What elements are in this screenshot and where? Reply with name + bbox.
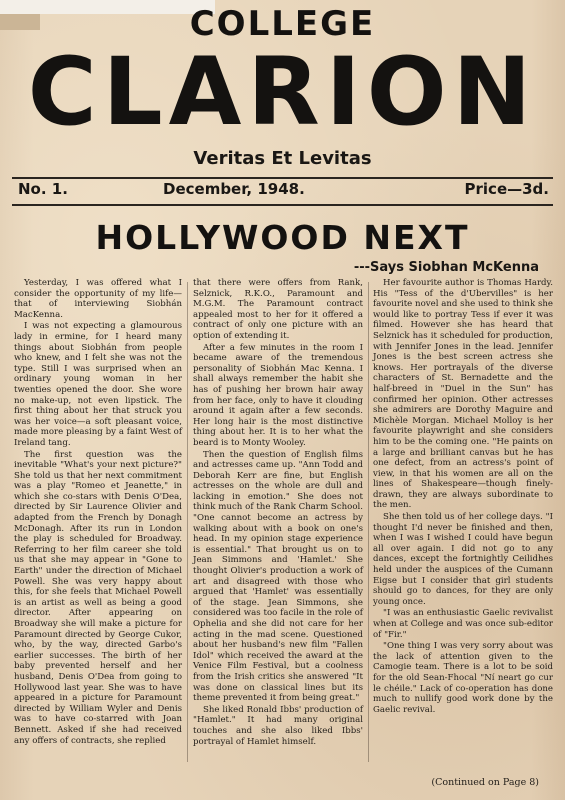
continued-note: (Continued on Page 8) (431, 777, 539, 788)
column-divider (368, 282, 369, 762)
paragraph: "I was an enthusiastic Gaelic revivalist when at College and was once sub-editor of "Fir." (373, 608, 553, 640)
paragraph: Her favourite author is Thomas Hardy. His "Tess of the d'Ubervilles" is her favourite novel and she used to think she would like to portray Tess if ever it was filmed. However she has heard that Selznick has it scheduled for production, with Jennifer Jones in the lead. Jennifer Jones is the best screen actress she knows. Her portrayals of the diverse characters of St. Bernadette and the half-breed in "Duel in the Sun" has confirmed her opinion. Other actresses she admirers are Dorothy Maguire and Michèle Morgan. Michael Molloy is her favourite playwright and she considers him to be the coming one. "He paints on a large and brilliant canvas but he has one defect, from an actress's point of view, in that his women are all on the lines of Shakespeare—though finely-drawn, they are always subordinate to the men. (373, 278, 553, 511)
masthead-motto: Veritas Et Levitas (193, 148, 372, 169)
column-divider (187, 282, 188, 762)
masthead-college: COLLEGE (189, 4, 376, 44)
issue-info-row (18, 180, 549, 202)
paragraph: "One thing I was very sorry about was the lack of attention given to the Camogie team. There is a lot to be soid for the old Sean-Fhocal "Ní neart go cur le chéile." Lack of co-operation has done much to nullify good work done by the Gaelic revival. (373, 641, 553, 715)
article-byline: ---Says Siobhan McKenna (353, 260, 539, 275)
paragraph: She then told us of her college days. "I thought I'd never be finished and then, when I was I wished I could have begun all over again. I did not go to any dances, except the fortnightly Ceilidhes held under the auspices of the Cumann Eigse but I consider that girl students should go to dances, for they are only young once. (373, 512, 553, 607)
article-headline: HOLLYWOOD NEXT (95, 218, 470, 257)
article-column-1 (14, 278, 182, 747)
divider-bottom (12, 204, 553, 206)
divider-top (12, 177, 553, 179)
paragraph: The first question was the inevitable "What's your next picture?" She told us that her next commitment was a play "Romeo et Jeanette," in which she co-stars with Denis O'Dea, directed by Sir Laurence Olivier and adapted from the French by Donagh McDonagh. After its run in London the play is scheduled for Broadway. Referring to her film career she told us that she may appear in "Gone to Earth" under the direction of Michael Powell. She was very happy about this, for she feels that Michael Powell is an artist as well as being a good director. After appearing on Broadway she will make a picture for Paramount directed by George Cukor, who, by the way, directed Garbo's earlier successes. The birth of her baby prevented herself and her husband, Denis O'Dea from going to Hollywood last year. She was to have appeared in a picture for Paramount directed by William Wyler and Denis was to have co-starred with Joan Bennett. Asked if she had received any offers of contracts, she replied (14, 449, 182, 746)
masthead-title: CLARION (27, 38, 538, 147)
paragraph: She liked Ronald Ibbs' production of "Hamlet." It had many original touches and she also liked Ibbs' portrayal of Hamlet himself. (193, 704, 363, 747)
issue-price: Price—3d. (464, 180, 549, 198)
paragraph: I was not expecting a glamourous lady in ermine, for I heard many things about Siobhán from people who knew, and I felt she was not the type. Still I was surprised when an ordinary young woman in her twenties opened the door. She wore no make-up, not even lipstick. The first thing about her that struck you was her voice—a soft pleasant voice, made more pleasing by a faint West of Ireland tang. (14, 321, 182, 448)
paragraph: After a few minutes in the room I became aware of the tremendous personality of Siobhán Mac Kenna. I shall always remember the habit she has of pushing her brown hair away from her face, only to have it clouding around it again after a few seconds. Her long hair is the most distinctive thing about her. It is to her what the beard is to Monty Wooley. (193, 342, 363, 448)
issue-number: No. 1. (18, 180, 68, 198)
article-column-3 (373, 278, 553, 716)
article-column-2 (193, 278, 363, 748)
paragraph: that there were offers from Rank, Selznick, R.K.O., Paramount and M.G.M. The Paramount contract appealed most to her for it offered a contract of only one picture with an option of extending it. (193, 278, 363, 341)
issue-date: December, 1948. (163, 180, 305, 198)
paragraph: Yesterday, I was offered what I consider the opportunity of my life—that of interviewing Siobhán MacKenna. (14, 278, 182, 320)
paragraph: Then the question of English films and actresses came up. "Ann Todd and Deborah Kerr are fine, but English actresses on the whole are dull and lacking in emotion." She does not think much of the Rank Charm School. "One cannot become an actress by walking about with a book on one's head. In my opinion stage experience is essential." That brought us on to Jean Simmons and 'Hamlet.' She thought Olivier's production a work of art and disagreed with those who argued that 'Hamlet' was essentially of the stage. Jean Simmons, she considered was too facile in the role of Ophelia and she did not care for her acting in the mad scene. Questioned about her husband's new film "Fallen Idol" which received the award at the Venice Film Festival, but a coolness from the Irish critics she answered "It was done on classical lines but its theme prevented it from being great." (193, 449, 363, 704)
